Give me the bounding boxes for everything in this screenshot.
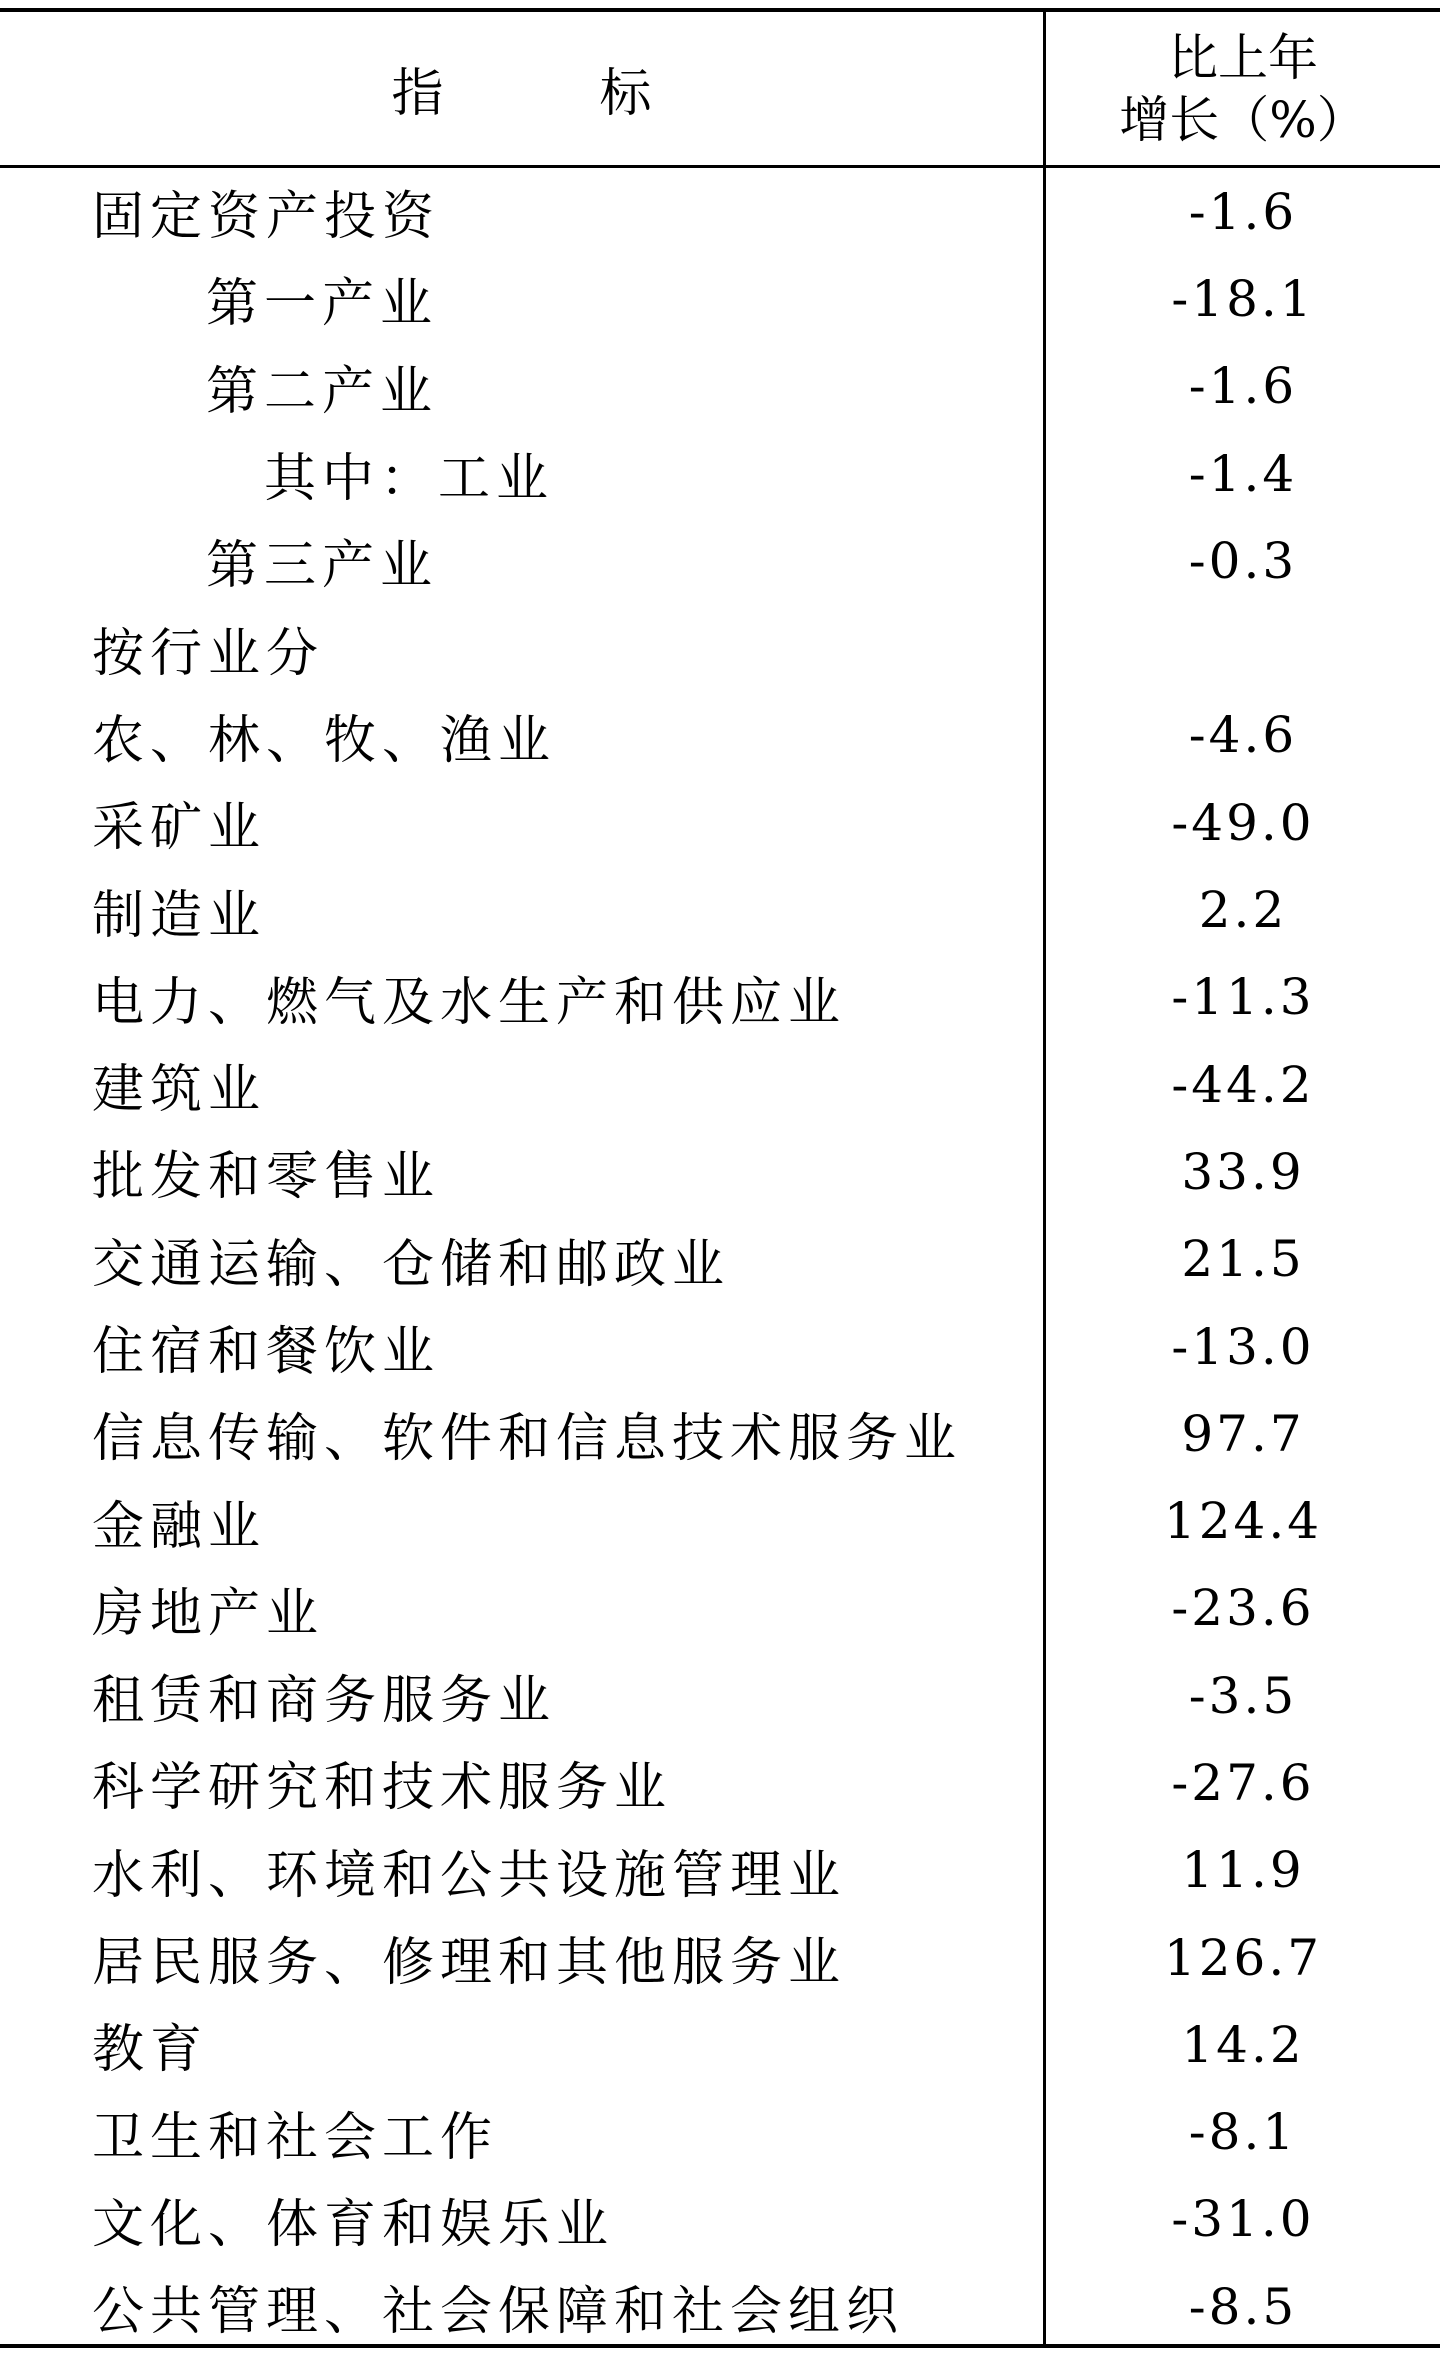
investment-growth-table xyxy=(0,8,1440,2348)
table-row xyxy=(0,779,1440,866)
table-row xyxy=(0,1041,1440,1128)
row-label: 住宿和餐饮业 xyxy=(92,1322,441,1382)
table-row xyxy=(0,1390,1440,1477)
table-row xyxy=(0,1652,1440,1739)
table-row xyxy=(0,692,1440,779)
table-row xyxy=(0,1739,1440,1826)
row-label: 采矿业 xyxy=(92,798,267,859)
row-value: -3.5 xyxy=(1188,1666,1298,1725)
row-label: 建筑业 xyxy=(92,1060,267,1121)
row-value: -8.5 xyxy=(1188,2277,1298,2336)
row-label: 居民服务、修理和其他服务业 xyxy=(92,1933,847,1994)
row-label: 水利、环境和公共设施管理业 xyxy=(92,1845,847,1906)
row-value: -8.1 xyxy=(1188,2103,1298,2162)
row-label: 金融业 xyxy=(92,1496,267,1557)
header-growth xyxy=(1046,12,1440,165)
row-value: -27.6 xyxy=(1171,1753,1315,1812)
row-value: -1.4 xyxy=(1188,444,1298,503)
row-label: 第一产业 xyxy=(206,274,439,335)
row-label: 租赁和商务服务业 xyxy=(92,1671,557,1732)
header-growth-line2: 增长（%） xyxy=(1119,90,1367,149)
table-row xyxy=(0,866,1440,953)
table-row xyxy=(0,168,1440,255)
row-value: -44.2 xyxy=(1171,1055,1315,1114)
table-row xyxy=(0,2263,1440,2350)
row-label: 电力、燃气及水生产和供应业 xyxy=(92,972,847,1033)
row-value: -4.6 xyxy=(1188,706,1298,765)
row-value: 124.4 xyxy=(1163,1492,1323,1551)
row-label: 教育 xyxy=(92,2020,209,2081)
row-label: 卫生和社会工作 xyxy=(92,2107,499,2168)
row-label: 制造业 xyxy=(92,885,267,946)
row-value: -23.6 xyxy=(1171,1579,1315,1638)
table-row xyxy=(0,1914,1440,2001)
row-label: 按行业分 xyxy=(92,623,325,684)
row-value: 33.9 xyxy=(1181,1142,1305,1201)
row-value: 97.7 xyxy=(1181,1404,1305,1463)
row-label: 科学研究和技术服务业 xyxy=(92,1758,673,1819)
table-body xyxy=(0,168,1440,2350)
row-value: -13.0 xyxy=(1171,1317,1315,1376)
row-label: 农、林、牧、渔业 xyxy=(92,710,557,771)
table-row xyxy=(0,1827,1440,1914)
table-row xyxy=(0,1303,1440,1390)
table-row xyxy=(0,954,1440,1041)
table-row xyxy=(0,1565,1440,1652)
table-header xyxy=(0,12,1440,168)
row-label: 第三产业 xyxy=(206,536,439,597)
row-value: 126.7 xyxy=(1163,1928,1323,1987)
row-value: -49.0 xyxy=(1171,793,1315,852)
header-indicator: 指 标 xyxy=(391,64,652,124)
row-label: 其中：工业 xyxy=(264,449,555,510)
table-row xyxy=(0,517,1440,604)
table-row xyxy=(0,1216,1440,1303)
row-value: 2.2 xyxy=(1198,881,1288,940)
row-label: 公共管理、社会保障和社会组织 xyxy=(92,2282,905,2343)
table-row xyxy=(0,2001,1440,2088)
row-label: 固定资产投资 xyxy=(92,187,441,248)
row-value: -1.6 xyxy=(1188,182,1298,241)
row-value: 21.5 xyxy=(1181,1230,1305,1289)
row-value: -31.0 xyxy=(1171,2190,1315,2249)
table-row xyxy=(0,1128,1440,1215)
row-label: 交通运输、仓储和邮政业 xyxy=(92,1234,731,1295)
row-value: 11.9 xyxy=(1181,1841,1305,1900)
table-row xyxy=(0,2089,1440,2176)
row-label: 文化、体育和娱乐业 xyxy=(92,2194,615,2255)
row-label: 信息传输、软件和信息技术服务业 xyxy=(92,1409,963,1470)
row-value: -18.1 xyxy=(1171,269,1315,328)
table-row xyxy=(0,604,1440,691)
table-row xyxy=(0,430,1440,517)
row-value xyxy=(1046,604,1440,691)
row-label: 批发和零售业 xyxy=(92,1147,441,1208)
row-value: -0.3 xyxy=(1188,531,1298,590)
row-value: -11.3 xyxy=(1171,968,1315,1027)
table-row xyxy=(0,343,1440,430)
table-row xyxy=(0,2176,1440,2263)
header-growth-line1: 比上年 xyxy=(1168,28,1318,87)
row-value: -1.6 xyxy=(1188,357,1298,416)
row-label: 房地产业 xyxy=(92,1583,325,1644)
table-row xyxy=(0,255,1440,342)
row-label: 第二产业 xyxy=(206,361,439,422)
row-value: 14.2 xyxy=(1181,2015,1305,2074)
table-row xyxy=(0,1477,1440,1564)
